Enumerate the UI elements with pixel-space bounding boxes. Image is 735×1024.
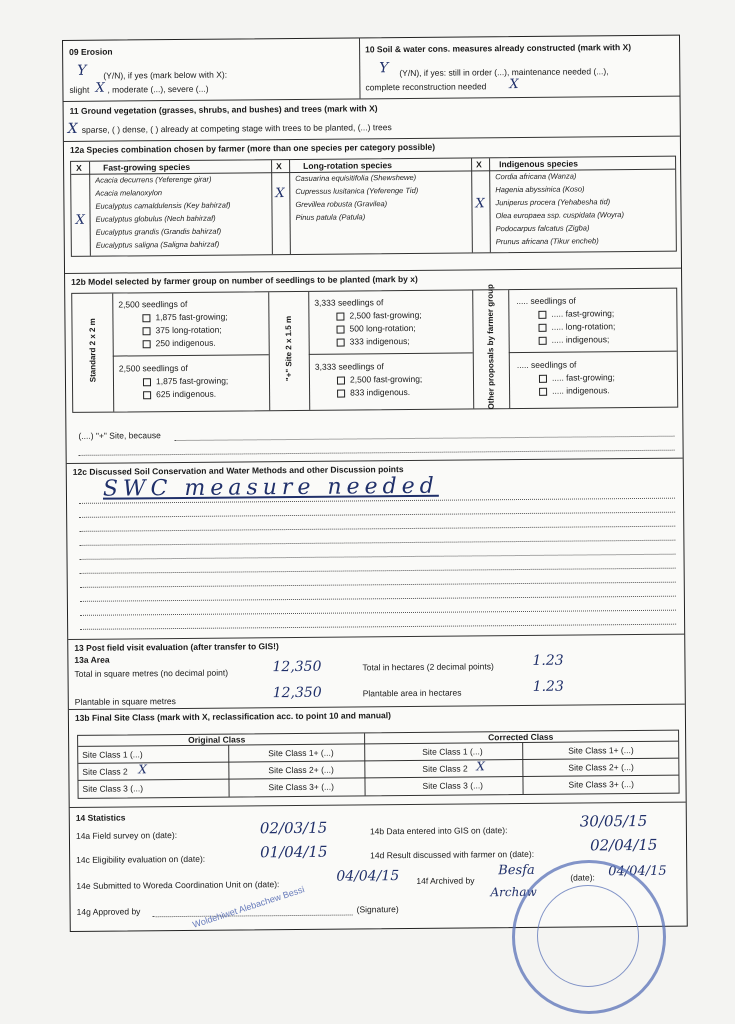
section-10-title: 10 Soil & water cons. measures already constructed (mark with X) [365, 42, 632, 55]
a1-item: 375 long-rotation; [142, 325, 221, 336]
vegetation-text: sparse, ( ) dense, ( ) already at competing stage with trees to be planted, (...) trees [81, 122, 392, 135]
discussion-handwriting: SWC measure needed [102, 473, 439, 502]
plus-site-label: "+" Site 2 x 1.5 m [283, 315, 294, 382]
swc-mark: X [509, 77, 519, 93]
plantable-ha-label: Plantable area in hectares [362, 687, 462, 699]
c2-item: ..... indigenous. [539, 385, 610, 396]
ind-species: Prunus africana (Tikur encheb) [495, 236, 599, 247]
archiver-signature: Archaw [490, 884, 537, 900]
orig-class: Site Class 1 (...) [82, 749, 143, 760]
b1-item: 500 long-rotation; [336, 323, 415, 334]
site-class-table [77, 730, 680, 799]
total-ha-value: 1.23 [532, 652, 564, 669]
swc-line1: (Y/N), if yes: still in order (...), maintenance needed (...), [399, 66, 609, 79]
ind-mark: X [475, 196, 485, 212]
original-class-header: Original Class [188, 734, 246, 745]
ind-species: Podocarpus falcatus (Zigba) [495, 223, 590, 234]
section-12b-title: 12b Model selected by farmer group on number of seedlings to be planted (mark by x) [71, 273, 418, 287]
x-col-header: X [76, 162, 82, 173]
eligibility-date: 01/04/15 [260, 842, 328, 862]
divider [64, 136, 680, 142]
b2-head: 3,333 seedlings of [314, 361, 384, 372]
corr-class: Site Class 2+ (...) [568, 762, 634, 773]
species-table [70, 156, 677, 257]
orig-class: Site Class 1+ (...) [268, 747, 334, 759]
erosion-answer: Y [77, 62, 87, 79]
orig-class: Site Class 2+ (...) [268, 764, 334, 776]
divider [359, 38, 361, 98]
long-species: Pinus patula (Patula) [295, 212, 366, 222]
section-12c-title: 12c Discussed Soil Conservation and Water Methods and other Discussion points [72, 464, 404, 477]
fast-species: Eucalyptus saligna (Saligna bahirzaf) [95, 239, 220, 250]
a1-head: 2,500 seedlings of [118, 298, 188, 310]
fast-species: Eucalyptus grandis (Grandis bahirzaf) [95, 226, 222, 237]
long-species: Casuarina equisitifolia (Shewshewe) [295, 172, 417, 183]
x-col-header: X [476, 159, 482, 170]
corr-class: Site Class 3+ (...) [568, 779, 634, 790]
fast-species: Eucalyptus camaldulensis (Key bahirzaf) [95, 200, 231, 211]
section-09-title: 09 Erosion [69, 46, 113, 57]
b2-item: 833 indigenous. [337, 387, 410, 398]
ind-species: Cordia africana (Wanza) [495, 171, 577, 182]
submitted-date: 04/04/15 [336, 868, 400, 885]
gis-entry-date: 30/05/15 [579, 811, 648, 831]
erosion-slight-mark: X [95, 80, 105, 96]
plantable-sqm-value: 12,350 [272, 684, 322, 702]
submitted-label: 14e Submitted to Woreda Coordination Unit on (date): [76, 879, 280, 891]
orig-class: Site Class 3 (...) [82, 783, 144, 794]
a1-item: 250 indigenous. [143, 338, 216, 349]
total-ha-label: Total in hectares (2 decimal points) [362, 661, 494, 673]
plus-site-because: (....) "+" Site, because [78, 430, 161, 441]
discussed-label: 14d Result discussed with farmer on (date): [370, 848, 535, 861]
corrected-class-header: Corrected Class [488, 731, 554, 743]
approver-seal: Woldehiwet Alebachew Bessi [191, 884, 306, 930]
a1-item: 1,875 fast-growing; [142, 312, 227, 323]
long-species: Cupressus lusitanica (Yeferenge Tid) [295, 185, 419, 196]
b1-head: 3,333 seedlings of [314, 297, 384, 308]
section-11-title: 11 Ground vegetation (grasses, shrubs, and bushes) and trees (mark with X) [69, 103, 378, 116]
swc-line2: complete reconstruction needed [365, 81, 487, 93]
official-stamp [512, 860, 666, 1014]
a2-item: 1,875 fast-growing; [143, 376, 228, 387]
erosion-moderate: , moderate (...), severe (...) [107, 83, 209, 95]
standard-label: Standard 2 x 2 m [87, 318, 98, 383]
corr-class: Site Class 2 [422, 763, 468, 774]
ind-species: Juniperus procera (Yehabesha tid) [495, 197, 611, 208]
other-label: Other proposals by farmer group [485, 284, 496, 410]
signature-label: (Signature) [356, 904, 399, 915]
divider [68, 634, 684, 640]
b1-item: 2,500 fast-growing; [336, 310, 421, 321]
a2-item: 625 indigenous. [143, 389, 216, 400]
archived-label: 14f Archived by [416, 875, 475, 886]
gis-entry-label: 14b Data entered into GIS on (date): [369, 825, 508, 837]
fast-mark: X [75, 212, 85, 228]
x-col-header: X [276, 161, 282, 172]
fast-species: Eucalyptus globulus (Nech bahirzaf) [95, 213, 216, 224]
model-table [71, 284, 678, 413]
corr-class-mark: X [476, 759, 485, 774]
vegetation-mark: X [67, 120, 78, 137]
total-sqm-label: Total in square metres (no decimal point) [74, 667, 229, 679]
corr-class: Site Class 1 (...) [422, 746, 483, 757]
c1-item: ..... indigenous; [539, 334, 610, 345]
divider [64, 96, 680, 102]
section-13b-title: 13b Final Site Class (mark with X, reclassification acc. to point 10 and manual) [74, 710, 391, 723]
erosion-slight-label: slight [69, 84, 90, 95]
fast-species: Acacia decurrens (Yeferenge girar) [95, 174, 212, 185]
swc-answer: Y [379, 60, 389, 77]
b1-item: 333 indigenous; [337, 336, 410, 347]
c1-item: ..... fast-growing; [538, 308, 614, 319]
divider [65, 268, 681, 274]
field-survey-label: 14a Field survey on (date): [75, 830, 178, 841]
archived-by-name: Besfa [498, 862, 535, 879]
orig-class: Site Class 2 [82, 766, 128, 777]
field-survey-date: 02/03/15 [259, 818, 328, 838]
section-12a-title: 12a Species combination chosen by farmer (more than one species per category possible) [69, 141, 436, 155]
plantable-ha-value: 1.23 [532, 678, 564, 695]
divider [70, 802, 686, 808]
c1-head: ..... seedlings of [516, 295, 576, 307]
divider [67, 458, 683, 464]
archived-date: 04/04/15 [608, 863, 667, 880]
a2-head: 2,500 seedlings of [118, 362, 188, 374]
fast-header: Fast-growing species [103, 161, 191, 173]
approved-label: 14g Approved by [76, 906, 141, 917]
orig-class: Site Class 3+ (...) [268, 781, 335, 793]
archived-date-label: (date): [570, 872, 595, 883]
section-14-title: 14 Statistics [75, 812, 126, 823]
total-sqm-value: 12,350 [272, 658, 322, 676]
section-13a-title: 13a Area [74, 654, 110, 665]
ind-header: Indigenous species [499, 158, 579, 170]
long-mark: X [275, 186, 285, 202]
long-header: Long-rotation species [303, 160, 392, 171]
section-13-title: 13 Post field visit evaluation (after transfer to GIS!) [74, 641, 279, 653]
discussed-date: 02/04/15 [589, 835, 658, 855]
long-species: Grevillea robusta (Gravilea) [295, 199, 388, 209]
erosion-line1: (Y/N), if yes (mark below with X): [103, 69, 228, 81]
ind-species: Hagenia abyssinica (Koso) [495, 184, 585, 195]
c1-item: ..... long-rotation; [538, 321, 615, 332]
corr-class: Site Class 1+ (...) [568, 745, 634, 756]
orig-class-mark: X [138, 762, 147, 777]
form-sheet [62, 35, 688, 932]
b2-item: 2,500 fast-growing; [337, 374, 422, 385]
fast-species: Acacia melanoxylon [95, 188, 163, 198]
ind-species: Olea europaea ssp. cuspidata (Woyra) [495, 210, 624, 221]
c2-head: ..... seedlings of [516, 359, 577, 371]
corr-class: Site Class 3 (...) [422, 780, 484, 791]
c2-item: ..... fast-growing; [539, 372, 615, 383]
plantable-sqm-label: Plantable in square metres [74, 696, 176, 707]
eligibility-label: 14c Eligibility evaluation on (date): [76, 853, 206, 865]
